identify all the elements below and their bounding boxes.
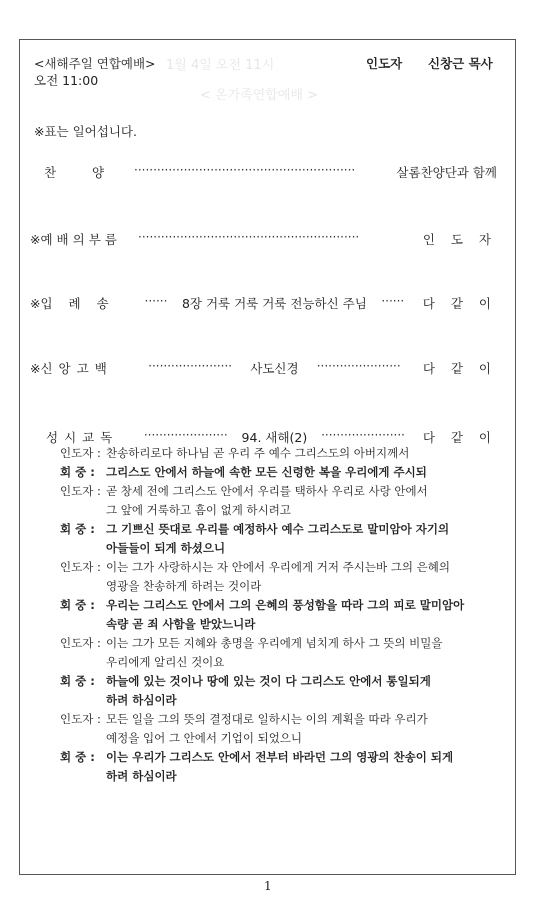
reading-text: 곧 창세 전에 그리스도 안에서 우리를 택하사 우리로 사랑 안에서: [106, 484, 428, 498]
order-title: 신앙고백: [40, 361, 113, 376]
order-mid: 94. 새해(2): [241, 430, 308, 445]
responsive-line: [60, 691, 510, 710]
responsive-line: [60, 501, 510, 520]
speaker-label: 회 중 :: [60, 674, 95, 688]
dot-leader: ··························································: [134, 163, 356, 177]
responsive-line: [60, 767, 510, 786]
order-right: 다 같 이: [422, 296, 497, 311]
order-row-praise: [34, 163, 497, 181]
reading-text: 이는 우리가 그리스도 안에서 전부터 바라던 그의 영광의 찬송이 되게: [106, 750, 454, 764]
reading-text: 예정을 입어 그 안에서 기업이 되었으니: [106, 731, 303, 745]
reading-text: 그 앞에 거룩하고 흠이 없게 하시려고: [106, 503, 291, 517]
order-title: 예배의부름: [40, 232, 121, 247]
responsive-line: [60, 444, 510, 463]
reading-text: 우리에게 알리신 것이요: [106, 655, 225, 669]
responsive-line: [60, 615, 510, 634]
dot-leader: ··························································: [138, 230, 360, 244]
leader-label: 인도자: [366, 56, 403, 71]
responsive-line: [60, 596, 510, 615]
reading-text: 아들들이 되게 하셨으니: [106, 541, 226, 555]
ghost-title: < 온가족연합예배 >: [200, 88, 318, 103]
order-row-creed: [30, 359, 497, 377]
responsive-line: [60, 539, 510, 558]
reading-text: 그리스도 안에서 하늘에 속한 모든 신령한 복을 우리에게 주시되: [106, 465, 427, 479]
order-title: 입 례 송: [40, 296, 115, 311]
dot-leader: ······················: [321, 428, 405, 442]
speaker-label: 인도자 :: [60, 484, 101, 498]
order-right: 다 같 이: [422, 430, 497, 445]
responsive-line: [60, 577, 510, 596]
reading-text: 이는 그가 사랑하시는 자 안에서 우리에게 거저 주시는바 그의 은혜의: [106, 560, 450, 574]
responsive-line: [60, 558, 510, 577]
page-number: 1: [264, 879, 272, 893]
responsive-reading: [60, 444, 510, 786]
responsive-line: [60, 729, 510, 748]
speaker-label: 인도자 :: [60, 712, 101, 726]
order-mid: 사도신경: [250, 361, 299, 376]
order-mid: 8장 거룩 거룩 거룩 전능하신 주님: [181, 296, 367, 311]
standing-mark: ※: [30, 232, 41, 247]
order-row-entrance-hymn: [30, 294, 497, 312]
responsive-line: [60, 482, 510, 501]
dot-leader: ······: [381, 294, 405, 308]
service-time: 오전 11:00: [34, 73, 99, 88]
reading-text: 하려 하심이라: [106, 769, 177, 783]
reading-text: 하늘에 있는 것이나 땅에 있는 것이 다 그리스도 안에서 통일되게: [106, 674, 431, 688]
responsive-line: [60, 653, 510, 672]
order-row-call: [30, 230, 497, 248]
reading-text: 하려 하심이라: [106, 693, 177, 707]
order-right: 다 같 이: [422, 361, 497, 376]
speaker-label: 회 중 :: [60, 522, 95, 536]
reading-text: 찬송하리로다 하나님 곧 우리 주 예수 그리스도의 아버지께서: [106, 446, 410, 460]
standing-mark: ※: [30, 361, 41, 376]
speaker-label: 회 중 :: [60, 750, 95, 764]
standing-note: ※표는 일어섭니다.: [34, 124, 137, 139]
responsive-line: [60, 710, 510, 729]
responsive-line: [60, 520, 510, 539]
ghost-date: 1월 4일 오전 11시: [166, 58, 275, 73]
responsive-line: [60, 463, 510, 482]
dot-leader: ······: [144, 294, 168, 308]
dot-leader: ······················: [148, 359, 233, 373]
speaker-label: 인도자 :: [60, 636, 101, 650]
speaker-label: 회 중 :: [60, 598, 95, 612]
reading-text: 모든 일을 그의 뜻의 결정대로 일하시는 이의 계획을 따라 우리가: [106, 712, 428, 726]
reading-text: 영광을 찬송하게 하려는 것이라: [106, 579, 262, 593]
speaker-label: 인도자 :: [60, 560, 101, 574]
reading-text: 우리는 그리스도 안에서 그의 은혜의 풍성함을 따라 그의 피로 말미암아: [106, 598, 465, 612]
reading-text: 속량 곧 죄 사함을 받았느니라: [106, 617, 256, 631]
order-title: 찬 양: [44, 165, 111, 180]
order-right: 인 도 자: [422, 232, 497, 247]
speaker-label: 인도자 :: [60, 446, 101, 460]
reading-text: 이는 그가 모든 지혜와 총명을 우리에게 넘치게 하사 그 뜻의 비밀을: [106, 636, 443, 650]
responsive-line: [60, 634, 510, 653]
speaker-label: 회 중 :: [60, 465, 95, 479]
leader-name: 신창근 목사: [428, 56, 493, 71]
reading-text: 그 기쁘신 뜻대로 우리를 예정하사 예수 그리스도로 말미암아 자기의: [106, 522, 450, 536]
dot-leader: ······················: [316, 359, 401, 373]
standing-mark: ※: [30, 296, 41, 311]
order-right: 살롬찬양단과 함께: [396, 165, 497, 180]
order-title: 성시교독: [46, 430, 119, 445]
responsive-line: [60, 672, 510, 691]
service-title: <새해주일 연합예배>: [34, 56, 156, 71]
dot-leader: ······················: [143, 428, 228, 442]
responsive-line: [60, 748, 510, 767]
